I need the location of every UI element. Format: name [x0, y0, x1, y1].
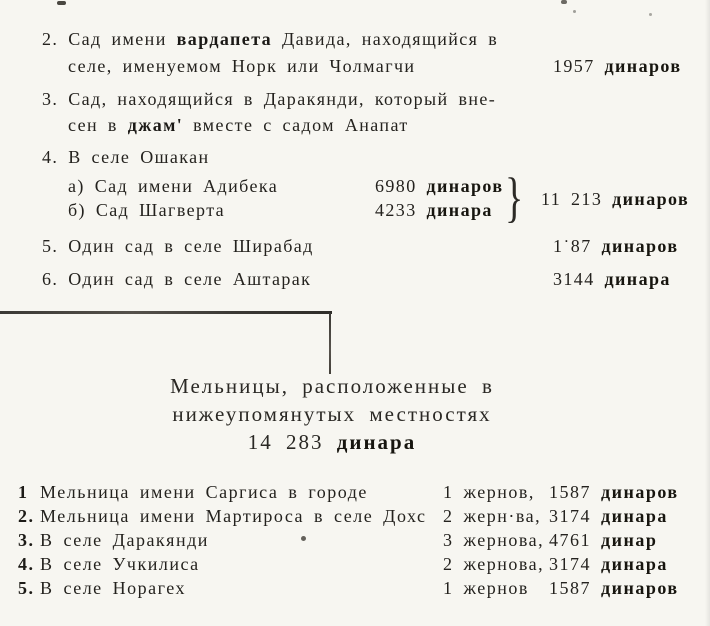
garden-item-4a-text: [68, 176, 278, 197]
garden-item-2-text-c: Давида, находящийся в: [281, 29, 499, 49]
garden-item-2-line-1: [42, 29, 498, 50]
garden-item-2-amount-word: динаров: [604, 56, 682, 76]
mill-2-name: Мельница имени Мартироса в селе Дохс: [40, 506, 427, 526]
mill-1-amount-number: 1587: [549, 482, 591, 502]
garden-item-3-text-a: сен в: [68, 115, 118, 135]
garden-item-3-line-2: [68, 115, 409, 136]
garden-item-4-total-amount: [541, 189, 689, 210]
garden-item-4a-amount-word: динаров: [426, 176, 504, 196]
mill-4-amount: [549, 554, 668, 575]
garden-item-4b-letter: б): [68, 200, 86, 220]
mills-total-number: 14 283: [247, 430, 324, 454]
mill-2-amount-word: динара: [601, 506, 668, 526]
mill-row-3: [0, 530, 710, 552]
mill-1-number: 1: [18, 482, 29, 502]
mills-total-word: динара: [336, 430, 417, 454]
ink-speck: [561, 0, 567, 4]
garden-item-4b-amount-number: 4233: [375, 200, 417, 220]
garden-item-5-line: [42, 236, 314, 257]
garden-item-3-line-1: [42, 89, 496, 110]
mill-3-amount-word: динар: [601, 530, 658, 550]
mill-row-4: [0, 554, 710, 576]
vertical-rule: [329, 313, 331, 374]
mill-row-5: [0, 578, 710, 600]
mill-3-amount-number: 4761: [549, 530, 591, 550]
mill-5-amount-number: 1587: [549, 578, 591, 598]
garden-item-5-text: Один сад в селе Ширабад: [68, 236, 314, 256]
garden-item-4b-text: [68, 200, 225, 221]
garden-item-4b-amount-word: динара: [426, 200, 493, 220]
garden-item-4b-name: Сад Шагверта: [95, 200, 226, 220]
horizontal-rule: [0, 311, 332, 314]
mill-3-name: В селе Даракянди: [40, 530, 209, 550]
garden-item-6-amount-word: динара: [604, 269, 671, 289]
garden-item-2-text-bold: вардапета: [176, 29, 273, 49]
mill-4-amount-number: 3174: [549, 554, 591, 574]
mill-1-stones: 1 жернов,: [443, 482, 535, 502]
mill-3-stones: 3 жернова,: [443, 530, 545, 550]
garden-item-2-amount: [553, 56, 681, 77]
page-edge-shadow: [705, 0, 710, 626]
ink-speck: [573, 10, 576, 13]
mill-1-amount-word: динаров: [601, 482, 679, 502]
garden-item-4-total-number: 11 213: [541, 189, 603, 209]
mill-row-2: [0, 506, 710, 528]
mill-4-number: 4.: [18, 554, 35, 574]
garden-item-2-number: 2.: [42, 29, 59, 49]
mill-2-amount-number: 3174: [549, 506, 591, 526]
mill-2-amount: [549, 506, 668, 527]
garden-item-3-text-bold: джам': [127, 115, 184, 135]
garden-item-5-amount-number: 1˙87: [553, 236, 592, 256]
brace-glyph: }: [505, 167, 524, 229]
mill-4-amount-word: динара: [601, 554, 668, 574]
garden-item-4-total-word: динаров: [612, 189, 690, 209]
mill-5-amount: [549, 578, 679, 599]
mill-2-stones: 2 жерн·ва,: [443, 506, 542, 526]
mills-heading-total: [0, 428, 664, 456]
garden-item-4a-name: Сад имени Адибека: [94, 176, 279, 196]
mill-1-name: Мельница имени Саргиса в городе: [40, 482, 368, 502]
garden-item-3-number: 3.: [42, 89, 59, 109]
mill-4-name: В селе Учкилиса: [40, 554, 200, 574]
garden-item-3-text-c: вместе с садом Анапат: [193, 115, 409, 135]
garden-item-5-number: 5.: [42, 236, 59, 256]
mill-5-amount-word: динаров: [601, 578, 679, 598]
garden-item-4a-amount-number: 6980: [375, 176, 417, 196]
mill-2-number: 2.: [18, 506, 35, 526]
garden-item-6-number: 6.: [42, 269, 59, 289]
ink-speck: [649, 13, 652, 16]
garden-item-4a-amount: [375, 176, 503, 197]
garden-item-4-line-1: [42, 147, 210, 168]
garden-item-5-amount: [553, 236, 678, 257]
garden-item-6-amount: [553, 269, 671, 290]
garden-item-2-text-a: Сад имени: [68, 29, 167, 49]
garden-item-4-text: В селе Ошакан: [68, 147, 210, 167]
garden-item-4b-amount: [375, 200, 493, 221]
garden-item-3-text: Сад, находящийся в Даракянди, который вне-: [68, 89, 497, 109]
mill-5-stones: 1 жернов: [443, 578, 529, 598]
mill-1-amount: [549, 482, 679, 503]
mill-4-stones: 2 жернова,: [443, 554, 545, 574]
garden-item-2-amount-number: 1957: [553, 56, 595, 76]
garden-item-6-amount-number: 3144: [553, 269, 595, 289]
mill-5-number: 5.: [18, 578, 35, 598]
mills-heading-line-1: Мельницы, расположенные в: [170, 374, 494, 398]
mill-3-amount: [549, 530, 657, 551]
mills-heading-line-2: нижеупомянутых местностях: [172, 402, 492, 426]
garden-item-2-line-2: селе, именуемом Норк или Чолмагчи: [68, 56, 416, 76]
ink-speck: [57, 1, 66, 5]
garden-item-4-number: 4.: [42, 147, 59, 167]
mill-5-name: В селе Норагех: [40, 578, 187, 598]
mills-heading: [0, 372, 664, 456]
mill-row-1: [0, 482, 710, 504]
garden-item-6-text: Один сад в селе Аштарак: [68, 269, 312, 289]
garden-item-5-amount-word: динаров: [601, 236, 679, 256]
garden-item-6-line: [42, 269, 311, 290]
mill-3-number: 3.: [18, 530, 35, 550]
ink-speck: [301, 536, 306, 541]
garden-item-4a-letter: а): [68, 176, 85, 196]
